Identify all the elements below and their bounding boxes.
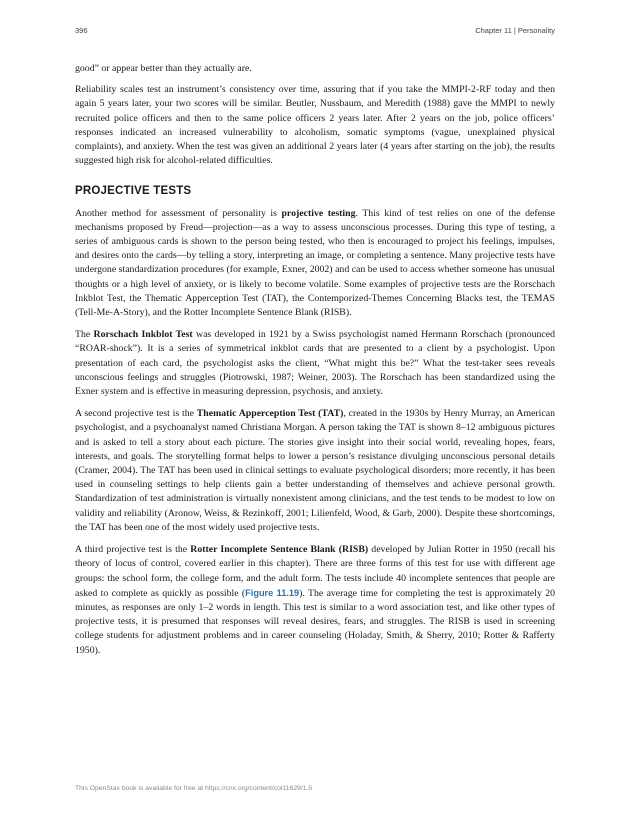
chapter-title: Chapter 11 | Personality	[475, 26, 555, 35]
section-heading: PROJECTIVE TESTS	[75, 185, 192, 198]
paragraph-continuation: good” or appear better than they actually are.	[75, 63, 252, 74]
key-term: projective testing	[281, 207, 356, 219]
paragraph-risb: A third projective test is the Rotter Incomplete Sentence Blank (RISB) developed by Julian Rotter in 1950 (recall his theory of locus of control, covered earlier in this chapter). There are three forms of this test for use with different age groups: the school form, the college form, and the adult form. The tests include 40 incomplete sentences that people are asked to complete as quickly as possible (Figure 11.19). The average time for completing the test is approximately 20 minutes, as responses are only 1–2 words in length. This test is similar to a word association test, and like other types of projective tests, it is presumed that responses will reveal desires, fears, and struggles. The RISB is used in screening college students for adjustment problems and in career counseling (Holaday, Smith, & Sherry, 2010; Rotter & Rafferty 1950).	[75, 544, 555, 656]
paragraph-rorschach: The Rorschach Inkblot Test was developed in 1921 by a Swiss psychologist named Hermann Rorschach (pronounced “ROAR-shock”). It is a series of symmetrical inkblot cards that are presented to a client by a psychologist. Upon presentation of each card, the psychologist asks the client, “What might this be?” What the test-taker sees reveals unconscious feelings and struggles (Piotrowski, 1987; Weiner, 2003). The Rorschach has been standardized using the Exner system and is effective in measuring depression, psychosis, and anxiety.	[75, 329, 555, 398]
paragraph-tat: A second projective test is the Thematic Apperception Test (TAT), created in the 1930s by Henry Murray, an American psychologist, and a psychoanalyst named Christiana Morgan. A person taking the TAT is shown 8–12 ambiguous pictures and is asked to tell a story about each picture. The stories give insight into their social world, revealing hopes, fears, interests, and goals. The storytelling format helps to lower a person’s resistance divulging unconscious personal details (Cramer, 2004). The TAT has been used in clinical settings to evaluate psychological disorders; more recently, it has been used in counseling settings to help clients gain a better understanding of themselves and achieve personal growth. Standardization of test administration is virtually nonexistent among clinicians, and the test tends to be modest to low on validity and reliability (Aronow, Weiss, & Rezinkoff, 2001; Lilienfeld, Wood, & Garb, 2000). Despite these shortcomings, the TAT has been one of the most widely used projective tests.	[75, 408, 555, 533]
paragraph-reliability: Reliability scales test an instrument’s consistency over time, assuring that if you take the MMPI-2-RF today and then again 5 years later, your two scores will be similar. Beutler, Nussbaum, and Meredith (1988) gave the MMPI to newly recruited police officers and then to the same police officers 2 years later. After 2 years on the job, police officers’ responses indicated an increased vulnerability to alcoholism, somatic symptoms (vague, unexplained physical complaints), and anxiety. When the test was given an additional 2 years later (4 years after starting on the job), the results suggested high risk for alcohol-related difficulties.	[75, 84, 555, 167]
body-text	[75, 62, 555, 666]
figure-link[interactable]: Figure 11.19	[245, 587, 300, 598]
paragraph-projective-testing: Another method for assessment of personality is projective testing. This kind of test relies on one of the defense mechanisms proposed by Freud—projection—as a way to assess unconscious processes. During this type of testing, a series of ambiguous cards is shown to the person being tested, who then is encouraged to project his feelings, impulses, and desires onto the cards—by telling a story, interpreting an image, or completing a sentence. Many projective tests have undergone standardization procedures (for example, Exner, 2002) and can be used to access whether someone has unusual thoughts or a high level of anxiety, or is likely to become volatile. Some examples of projective tests are the Rorschach Inkblot Test, the Thematic Apperception Test (TAT), the Contemporized-Themes Concerning Blacks test, the TEMAS (Tell-Me-A-Story), and the Rotter Incomplete Sentence Blank (RISB).	[75, 207, 555, 319]
key-term: Thematic Apperception Test (TAT)	[196, 408, 344, 420]
page-number: 396	[75, 26, 88, 35]
key-term: Rorschach Inkblot Test	[93, 329, 193, 341]
key-term: Rotter Incomplete Sentence Blank (RISB)	[190, 544, 369, 556]
page-footer: This OpenStax book is available for free at https://cnx.org/content/col11629/1.5	[75, 785, 313, 792]
running-header	[75, 26, 555, 38]
